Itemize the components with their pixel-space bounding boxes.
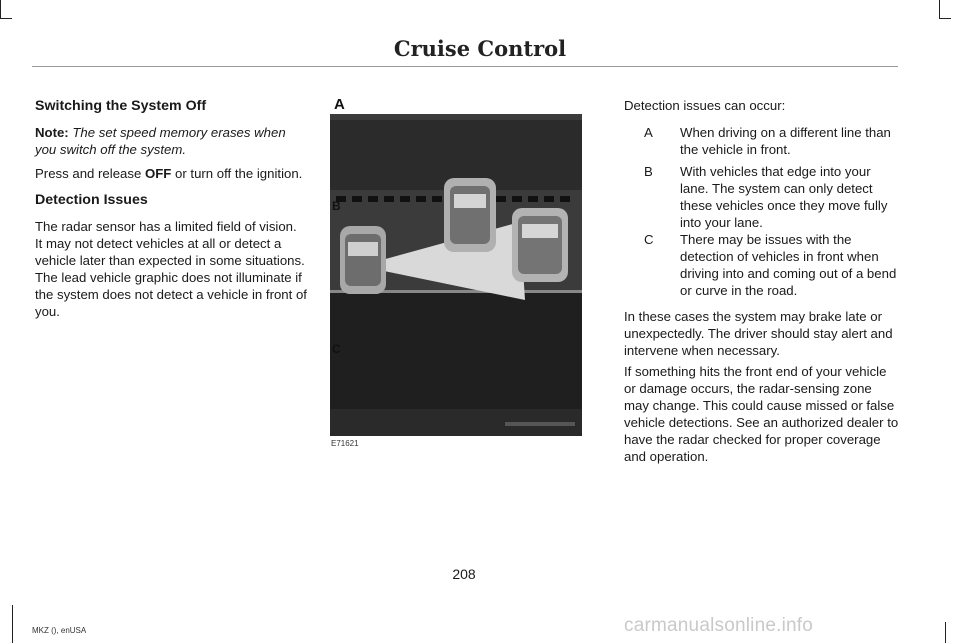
note-text: The set speed memory erases when you switch off the system. bbox=[35, 125, 286, 157]
list-letter: C bbox=[644, 232, 654, 247]
off-keyword: OFF bbox=[144, 166, 172, 181]
press-text-pre: Press and release bbox=[35, 166, 142, 181]
lead-vehicle-b bbox=[444, 178, 496, 252]
note-label: Note: bbox=[35, 125, 69, 140]
list-letter: B bbox=[644, 164, 653, 179]
list-text: When driving on a different line than the vehicle in front. bbox=[680, 125, 891, 157]
radar-detection-figure bbox=[330, 96, 585, 452]
watermark-text: carmanualsonline.info bbox=[624, 615, 814, 636]
page-number: 208 bbox=[452, 566, 476, 582]
figure-label-c: C bbox=[332, 342, 341, 356]
damage-paragraph: If something hits the front end of your vehicle or damage occurs, the radar-sensing zone may change. This could cause missed or false vehicle detections. See an authorized dealer to have the radar checked for proper coverage and operation. bbox=[624, 364, 899, 464]
header-divider bbox=[32, 66, 898, 67]
figure-label-b: B bbox=[332, 199, 341, 213]
issues-intro: Detection issues can occur: bbox=[624, 98, 786, 113]
crop-mark bbox=[945, 622, 946, 643]
section-heading: Switching the System Off bbox=[35, 98, 207, 114]
figure-label-a: A bbox=[334, 96, 345, 113]
figure-illustration bbox=[330, 114, 582, 436]
list-text: With vehicles that edge into your lane. The system can only detect these vehicles once they move fully into your lane. bbox=[680, 164, 888, 230]
left-column bbox=[35, 97, 307, 320]
detection-paragraph: The radar sensor has a limited field of vision. It may not detect vehicles at all or detect a vehicle later than expected in some situations. The lead vehicle graphic does not illuminate if the system does not detect a vehicle in front of you. bbox=[35, 219, 307, 319]
page-title: Cruise Control bbox=[393, 36, 567, 61]
lead-vehicle-a bbox=[512, 208, 568, 282]
brake-paragraph: In these cases the system may brake late or unexpectedly. The driver should stay alert and intervene when necessary. bbox=[624, 309, 893, 358]
note-paragraph bbox=[35, 124, 307, 158]
crop-mark bbox=[0, 0, 1, 18]
document-code: MKZ (), enUSA bbox=[32, 626, 87, 635]
road-lower bbox=[330, 293, 582, 409]
figure-code: E71621 bbox=[331, 439, 359, 448]
press-text-post: or turn off the ignition. bbox=[175, 166, 303, 181]
road-scene-graphic bbox=[330, 114, 582, 436]
crop-mark bbox=[0, 18, 12, 19]
own-vehicle bbox=[340, 226, 386, 294]
crop-mark bbox=[12, 605, 13, 643]
list-text: There may be issues with the detection of vehicles in front when driving into and coming out of a bend or curve in the road. bbox=[680, 232, 897, 298]
right-column bbox=[624, 97, 900, 477]
press-paragraph bbox=[35, 165, 307, 182]
crop-mark bbox=[939, 18, 951, 19]
crop-mark bbox=[939, 0, 940, 18]
list-letter: A bbox=[644, 125, 653, 140]
bottom-bar bbox=[505, 422, 575, 426]
section-heading: Detection Issues bbox=[35, 192, 148, 208]
